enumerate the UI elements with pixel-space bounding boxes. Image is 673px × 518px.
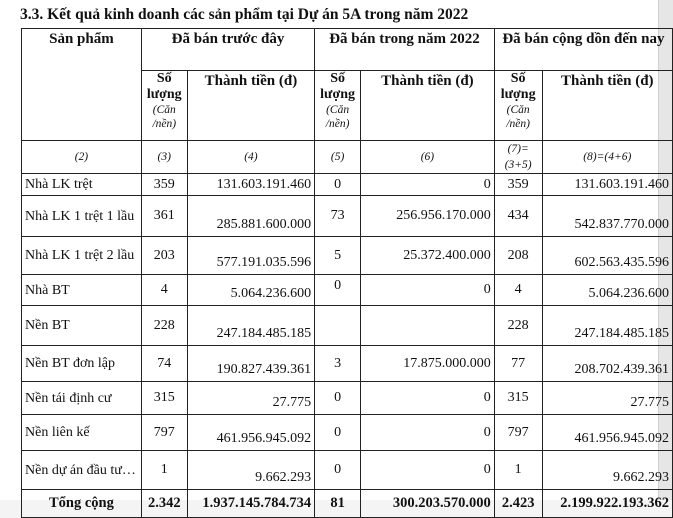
index-cell: (2): [22, 141, 142, 174]
amount-2022: 256.956.170.000: [361, 196, 495, 237]
qty-to-date: 228: [494, 306, 542, 346]
total-amount-2022: 300.203.570.000: [361, 490, 495, 518]
qty-2022: 5: [315, 237, 361, 275]
qty-before: 315: [141, 382, 187, 415]
qty-before: 359: [141, 174, 187, 196]
header-amount-to-date: Thành tiền (đ): [542, 71, 672, 141]
index-cell: (4): [187, 141, 315, 174]
amount-to-date: 461.956.945.092: [542, 415, 672, 451]
header-row-top: [22, 29, 673, 71]
qty-to-date: 797: [494, 415, 542, 451]
qty-before: 228: [141, 306, 187, 346]
amount-before: 247.184.485.185: [187, 306, 315, 346]
table-row: [22, 382, 673, 415]
amount-before: 461.956.945.092: [187, 415, 315, 451]
qty-to-date: 359: [494, 174, 542, 196]
amount-before: 285.881.600.000: [187, 196, 315, 237]
amount-before: 577.191.035.596: [187, 237, 315, 275]
amount-before: 5.064.236.600: [187, 275, 315, 306]
amount-2022: [361, 306, 495, 346]
qty-label: Số lượng: [500, 71, 536, 102]
amount-2022: 0: [361, 451, 495, 490]
product-name: Nền BT: [22, 306, 142, 346]
table-row: [22, 237, 673, 275]
header-sold-2022: Đã bán trong năm 2022: [315, 29, 495, 71]
header-qty-to-date: [494, 71, 542, 141]
qty-before: 74: [141, 346, 187, 382]
table-row: [22, 174, 673, 196]
amount-before: 9.662.293: [187, 451, 315, 490]
qty-before: 797: [141, 415, 187, 451]
qty-unit: (Căn /nền): [506, 104, 530, 130]
qty-to-date: 315: [494, 382, 542, 415]
header-qty-2022: [315, 71, 361, 141]
qty-2022: 0: [315, 382, 361, 415]
total-amount-to-date: 2.199.922.193.362: [542, 490, 672, 518]
column-index-row: [22, 141, 673, 174]
header-qty-before: [141, 71, 187, 141]
qty-2022: 0: [315, 451, 361, 490]
amount-2022: 0: [361, 382, 495, 415]
amount-2022: 0: [361, 174, 495, 196]
product-name: Nhà LK 1 trệt 2 lầu: [22, 237, 142, 275]
amount-to-date: 5.064.236.600: [542, 275, 672, 306]
amount-to-date: 602.563.435.596: [542, 237, 672, 275]
qty-to-date: 434: [494, 196, 542, 237]
sales-results-table: [21, 28, 673, 518]
total-qty-before: 2.342: [141, 490, 187, 518]
qty-to-date: 1: [494, 451, 542, 490]
product-name: Nhà LK 1 trệt 1 lầu: [22, 196, 142, 237]
total-qty-2022: 81: [315, 490, 361, 518]
header-sold-to-date: Đã bán cộng dồn đến nay: [494, 29, 672, 71]
header-amount-before: Thành tiền (đ): [187, 71, 315, 141]
qty-2022: 3: [315, 346, 361, 382]
qty-label: Số lượng: [146, 71, 182, 102]
qty-to-date: 77: [494, 346, 542, 382]
table-row: [22, 415, 673, 451]
qty-unit: (Căn /nền): [325, 104, 350, 130]
header-sold-before: Đã bán trước đây: [141, 29, 314, 71]
table-row: [22, 346, 673, 382]
table-row: [22, 306, 673, 346]
header-amount-2022: Thành tiền (đ): [361, 71, 495, 141]
amount-before: 190.827.439.361: [187, 346, 315, 382]
total-qty-to-date: 2.423: [494, 490, 542, 518]
amount-to-date: 247.184.485.185: [542, 306, 672, 346]
index-cell: (5): [315, 141, 361, 174]
qty-2022: 0: [315, 415, 361, 451]
qty-2022: 0: [315, 174, 361, 196]
amount-2022: 25.372.400.000: [361, 237, 495, 275]
amount-to-date: 208.702.439.361: [542, 346, 672, 382]
index-cell: (8)=(4+6): [542, 141, 672, 174]
qty-before: 1: [141, 451, 187, 490]
amount-2022: 17.875.000.000: [361, 346, 495, 382]
index-cell: (3): [141, 141, 187, 174]
product-name: Nền dự án đầu tư…: [22, 451, 142, 490]
header-product: Sản phẩm: [22, 29, 142, 141]
product-name: Nền liên kế: [22, 415, 142, 451]
table-row: [22, 451, 673, 490]
qty-before: 361: [141, 196, 187, 237]
amount-to-date: 27.775: [542, 382, 672, 415]
product-name: Nền tái định cư: [22, 382, 142, 415]
amount-before: 27.775: [187, 382, 315, 415]
section-heading: 3.3. Kết quả kinh doanh các sản phẩm tại Dự án 5A trong năm 2022: [20, 6, 469, 23]
amount-2022: 0: [361, 275, 495, 306]
total-label: Tổng cộng: [22, 490, 142, 518]
table-row: [22, 275, 673, 306]
amount-2022: 0: [361, 415, 495, 451]
qty-2022: 0: [315, 275, 361, 306]
qty-2022: [315, 306, 361, 346]
qty-unit: (Căn /nền): [152, 104, 177, 130]
qty-before: 4: [141, 275, 187, 306]
qty-to-date: 208: [494, 237, 542, 275]
table-row: [22, 196, 673, 237]
total-row: [22, 490, 673, 518]
amount-before: 131.603.191.460: [187, 174, 315, 196]
qty-before: 203: [141, 237, 187, 275]
total-amount-before: 1.937.145.784.734: [187, 490, 315, 518]
index-cell: (7)=(3+5): [494, 141, 542, 174]
qty-2022: 73: [315, 196, 361, 237]
amount-to-date: 542.837.770.000: [542, 196, 672, 237]
product-name: Nền BT đơn lập: [22, 346, 142, 382]
amount-to-date: 131.603.191.460: [542, 174, 672, 196]
amount-to-date: 9.662.293: [542, 451, 672, 490]
index-cell: (6): [361, 141, 495, 174]
qty-to-date: 4: [494, 275, 542, 306]
product-name: Nhà LK trệt: [22, 174, 142, 196]
qty-label: Số lượng: [320, 71, 355, 102]
product-name: Nhà BT: [22, 275, 142, 306]
